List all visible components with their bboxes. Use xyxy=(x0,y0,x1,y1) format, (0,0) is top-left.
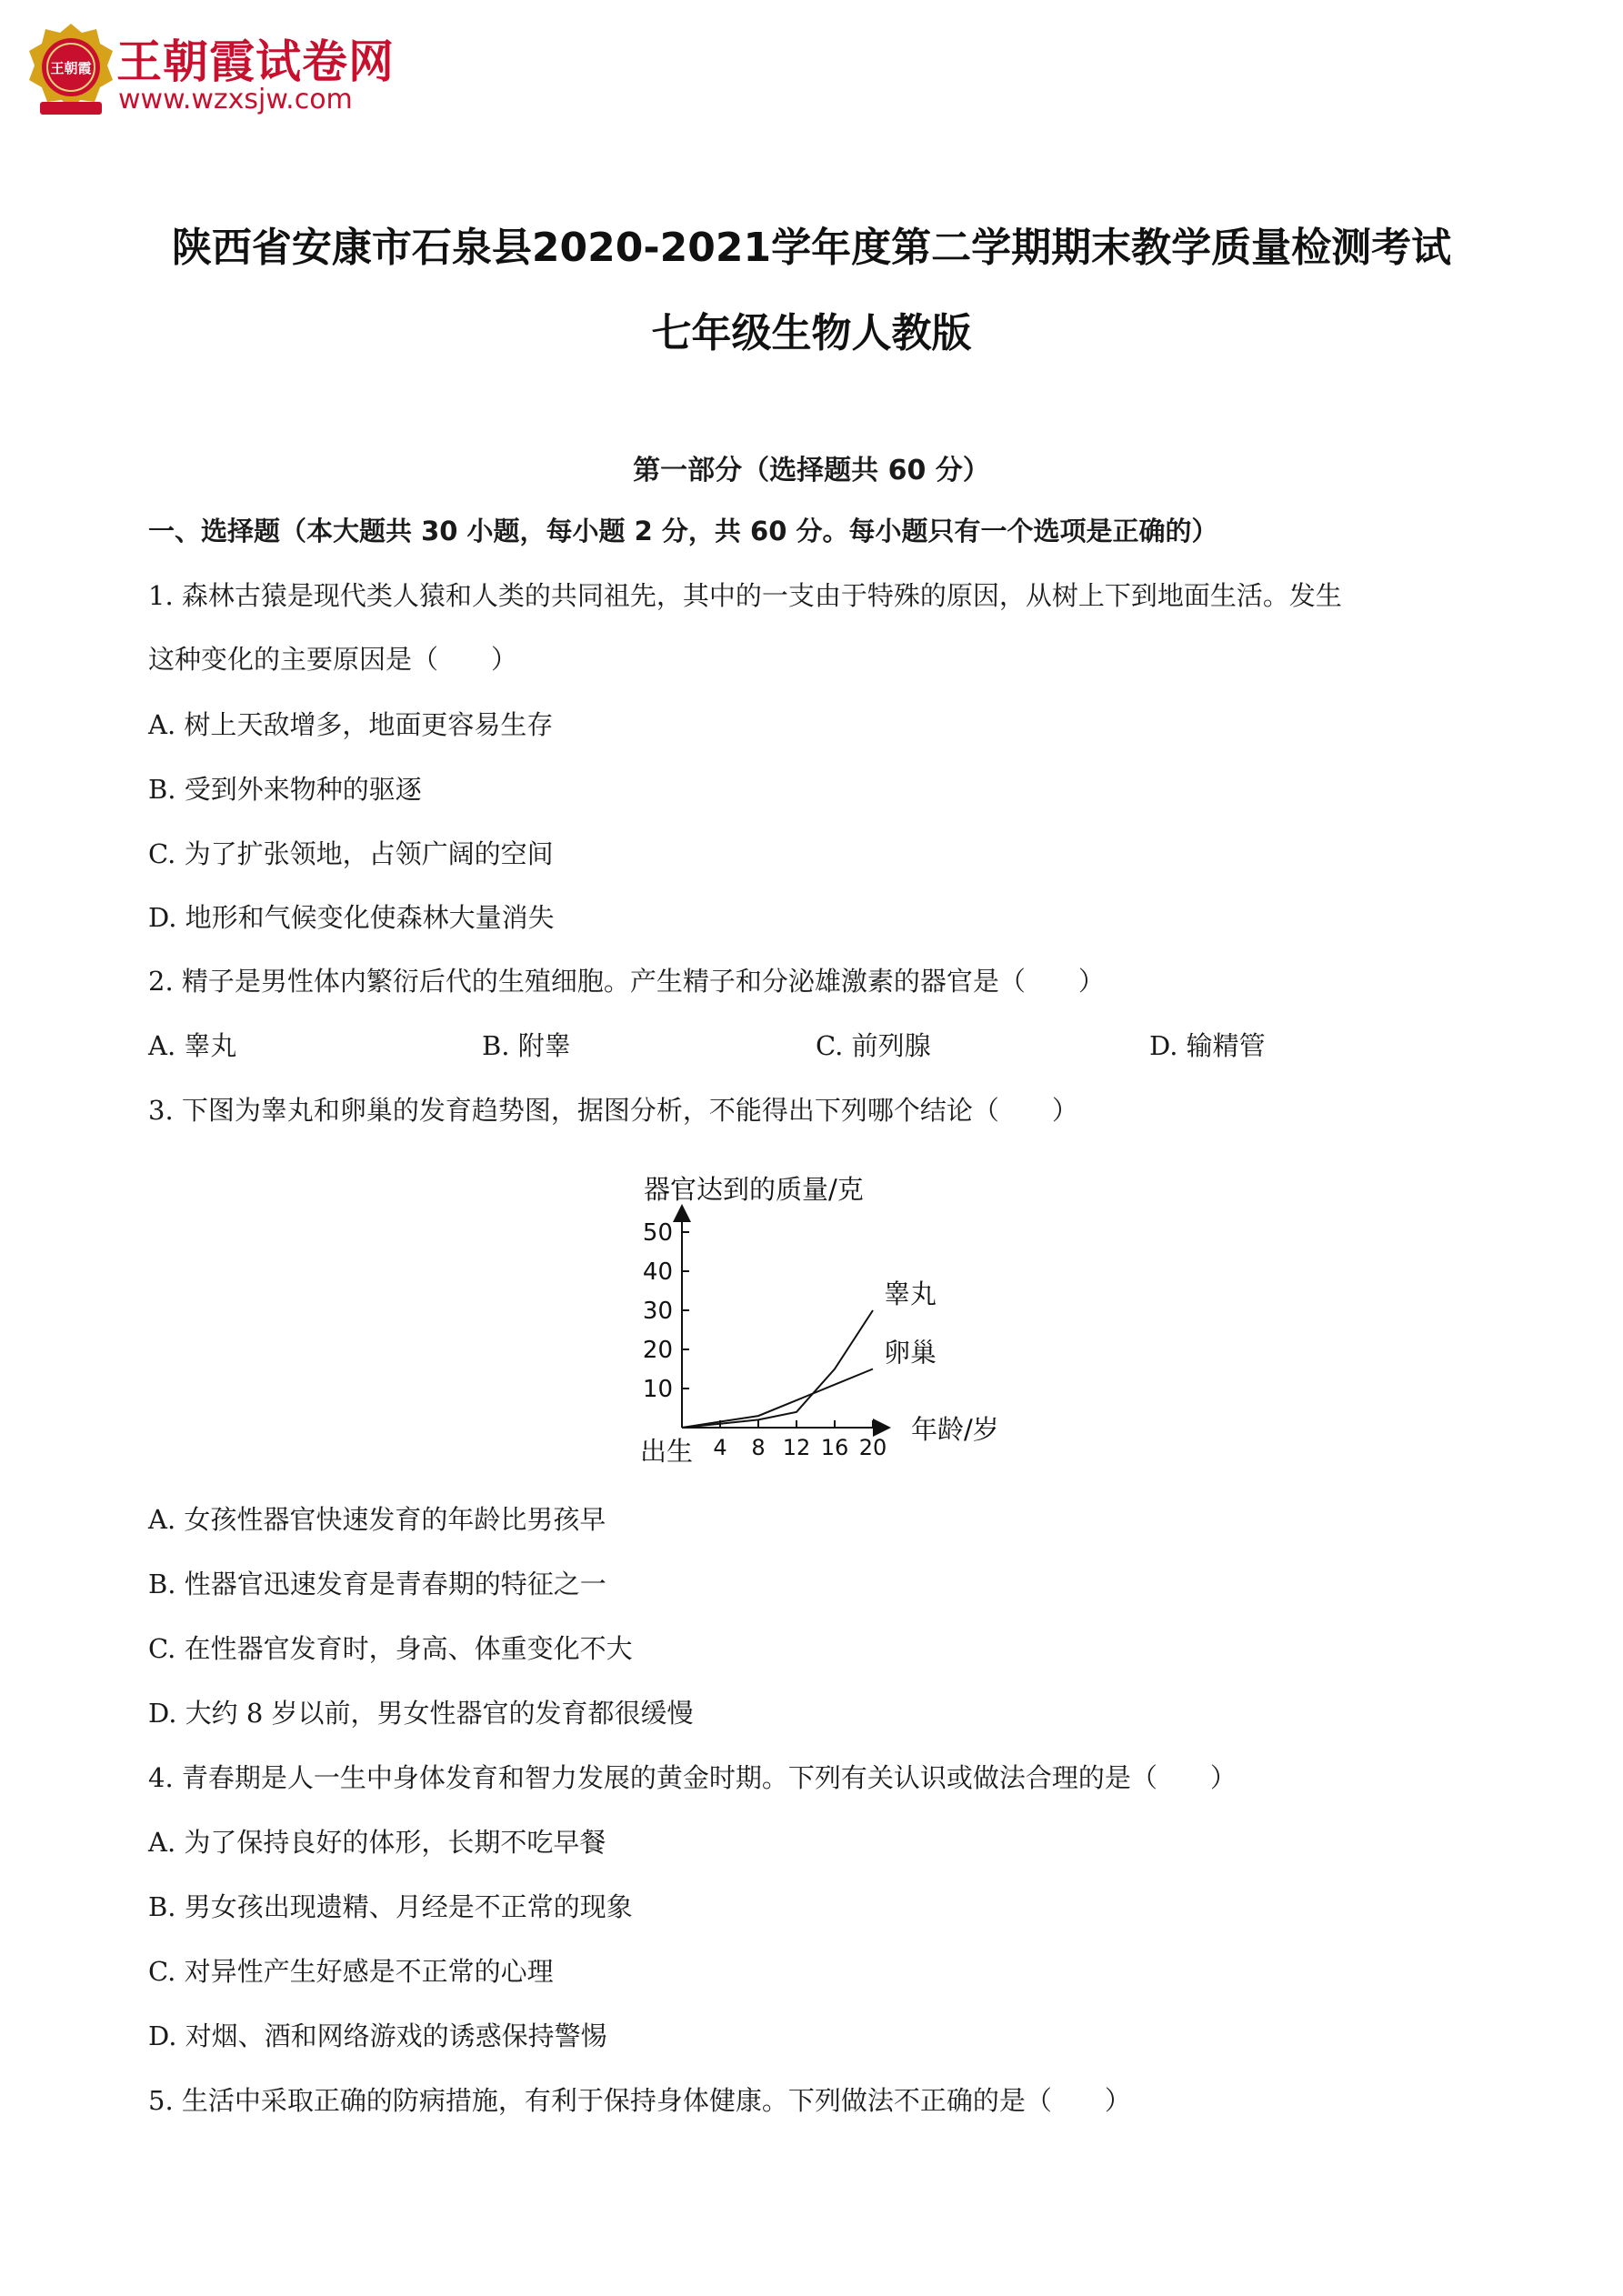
y-axis-label: 器官达到的质量/克 xyxy=(644,1174,864,1205)
development-trend-chart xyxy=(627,1164,1046,1482)
y-tick-label: 10 xyxy=(642,1376,673,1403)
logo-url[interactable]: www.wzxsjw.com xyxy=(118,84,353,115)
q1-option-b: B. 受到外来物种的驱逐 xyxy=(148,774,422,805)
series-line-testis xyxy=(682,1310,873,1428)
x-tick-label: 8 xyxy=(751,1435,766,1460)
q2-stem: 2. 精子是男性体内繁衍后代的生殖细胞。产生精子和分泌雄激素的器官是（ ） xyxy=(148,966,1105,997)
exam-title: 陕西省安康市石泉县2020-2021学年度第二学期期末教学质量检测考试 xyxy=(171,225,1452,271)
q4-option-d: D. 对烟、酒和网络游戏的诱惑保持警惕 xyxy=(148,2020,607,2051)
q2-option-d: D. 输精管 xyxy=(1149,1030,1266,1061)
x-axis-label: 年龄/岁 xyxy=(911,1414,999,1445)
exam-subtitle: 七年级生物人教版 xyxy=(651,310,972,356)
y-tick-label: 50 xyxy=(642,1219,673,1247)
logo-badge-text: 王朝霞 xyxy=(50,60,92,76)
q2-option-a: A. 睾丸 xyxy=(148,1030,237,1061)
q2-option-c: C. 前列腺 xyxy=(816,1030,931,1061)
series-line-ovary xyxy=(682,1369,873,1429)
series-label: 睾丸 xyxy=(884,1278,937,1309)
q1-option-c: C. 为了扩张领地，占领广阔的空间 xyxy=(148,838,554,869)
q4-option-a: A. 为了保持良好的体形，长期不吃早餐 xyxy=(148,1827,606,1858)
y-tick-label: 40 xyxy=(642,1258,673,1286)
q3-option-d: D. 大约 8 岁以前，男女性器官的发育都很缓慢 xyxy=(148,1698,694,1729)
q1-stem-line2: 这种变化的主要原因是（ ） xyxy=(148,644,518,675)
x-tick-label: 4 xyxy=(713,1435,727,1460)
y-tick-label: 30 xyxy=(642,1298,673,1325)
q1-stem-line1: 1. 森林古猿是现代类人猿和人类的共同祖先，其中的一支由于特殊的原因，从树上下到地面生活。发生 xyxy=(148,580,1342,611)
q3-option-a: A. 女孩性器官快速发育的年龄比男孩早 xyxy=(148,1504,606,1535)
q4-option-c: C. 对异性产生好感是不正常的心理 xyxy=(148,1956,554,1987)
series-label: 卵巢 xyxy=(884,1337,937,1369)
q4-stem: 4. 青春期是人一生中身体发育和智力发展的黄金时期。下列有关认识或做法合理的是（ ） xyxy=(148,1762,1237,1793)
q3-option-c: C. 在性器官发育时，身高、体重变化不大 xyxy=(148,1633,633,1664)
section-instructions: 一、选择题（本大题共 30 小题，每小题 2 分，共 60 分。每小题只有一个选项是正确的） xyxy=(148,516,1218,546)
logo-badge-icon xyxy=(27,22,115,118)
x-tick-label: 16 xyxy=(820,1435,849,1460)
q3-stem: 3. 下图为睾丸和卵巢的发育趋势图，据图分析，不能得出下列哪个结论（ ） xyxy=(148,1095,1078,1126)
site-logo[interactable] xyxy=(27,22,409,122)
q1-option-a: A. 树上天敌增多，地面更容易生存 xyxy=(148,709,554,740)
x-tick-label: 12 xyxy=(782,1435,811,1460)
logo-site-name: 王朝霞试卷网 xyxy=(116,35,395,88)
section-heading: 第一部分（选择题共 60 分） xyxy=(633,455,990,486)
q3-option-b: B. 性器官迅速发育是青春期的特征之一 xyxy=(148,1569,606,1599)
origin-label: 出生 xyxy=(640,1436,694,1467)
y-tick-label: 20 xyxy=(642,1337,673,1364)
x-tick-label: 20 xyxy=(858,1435,887,1460)
q4-option-b: B. 男女孩出现遗精、月经是不正常的现象 xyxy=(148,1891,633,1922)
q1-option-d: D. 地形和气候变化使森林大量消失 xyxy=(148,902,555,933)
q2-option-b: B. 附睾 xyxy=(482,1030,571,1061)
q5-stem: 5. 生活中采取正确的防病措施，有利于保持身体健康。下列做法不正确的是（ ） xyxy=(148,2085,1131,2116)
